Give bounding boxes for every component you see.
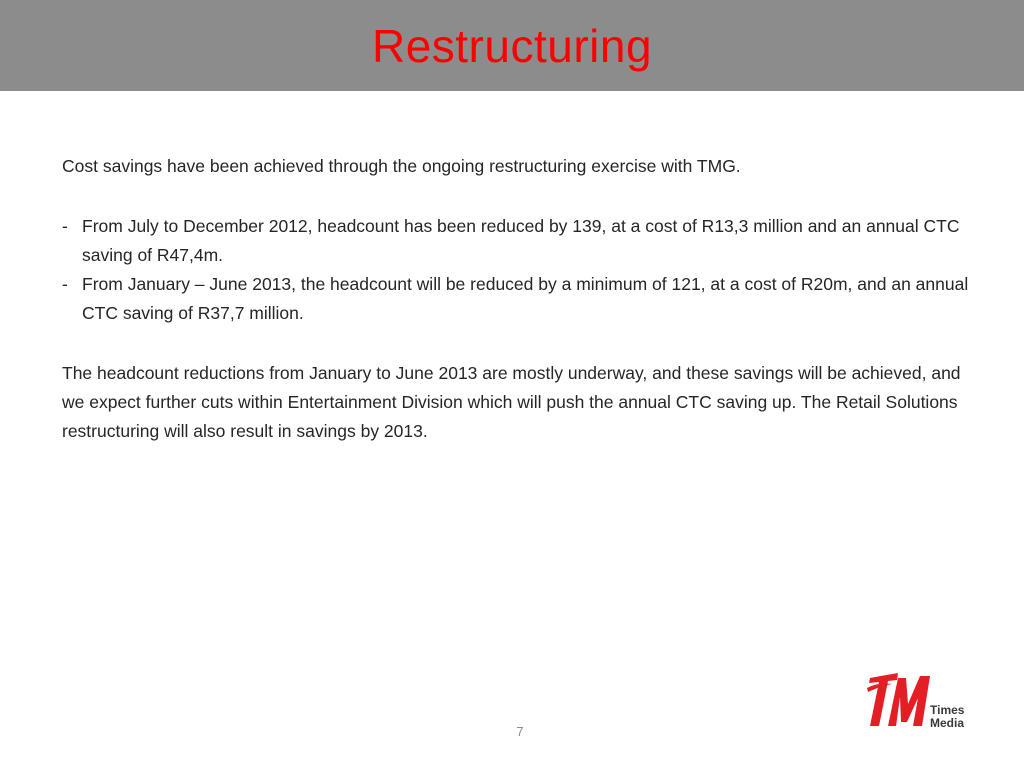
bullet-marker: - — [62, 216, 68, 236]
closing-paragraph: The headcount reductions from January to June 2013 are mostly underway, and these savings will be achieved, and we expect further cuts within Entertainment Division which will push the annual CTC saving up. The Retail Solutions restructuring will also result in savings by 2013. — [62, 363, 961, 441]
page-number: 7 — [516, 724, 524, 739]
intro-paragraph: Cost savings have been achieved through the ongoing restructuring exercise with TMG. — [62, 156, 741, 176]
bullet-text: From July to December 2012, headcount has been reduced by 139, at a cost of R13,3 million and an annual CTC saving of R47,4m. — [82, 216, 960, 265]
bullet-marker: - — [62, 274, 68, 294]
logo-text-line1: Times — [930, 703, 965, 717]
bullet-item — [62, 212, 972, 270]
bullet-text: From January – June 2013, the headcount will be reduced by a minimum of 121, at a cost of R20m, and an annual CTC saving of R37,7 million. — [82, 274, 969, 323]
slide-title: Restructuring — [371, 20, 653, 72]
logo-text-line2: Media — [930, 716, 965, 730]
bullet-item — [62, 270, 972, 328]
logo-wordmark — [930, 704, 964, 730]
bullet-list — [62, 212, 972, 328]
slide-content — [62, 152, 972, 446]
times-media-tm-logo-icon — [866, 666, 932, 738]
title-bar — [0, 0, 1024, 91]
times-media-logo — [866, 666, 970, 740]
